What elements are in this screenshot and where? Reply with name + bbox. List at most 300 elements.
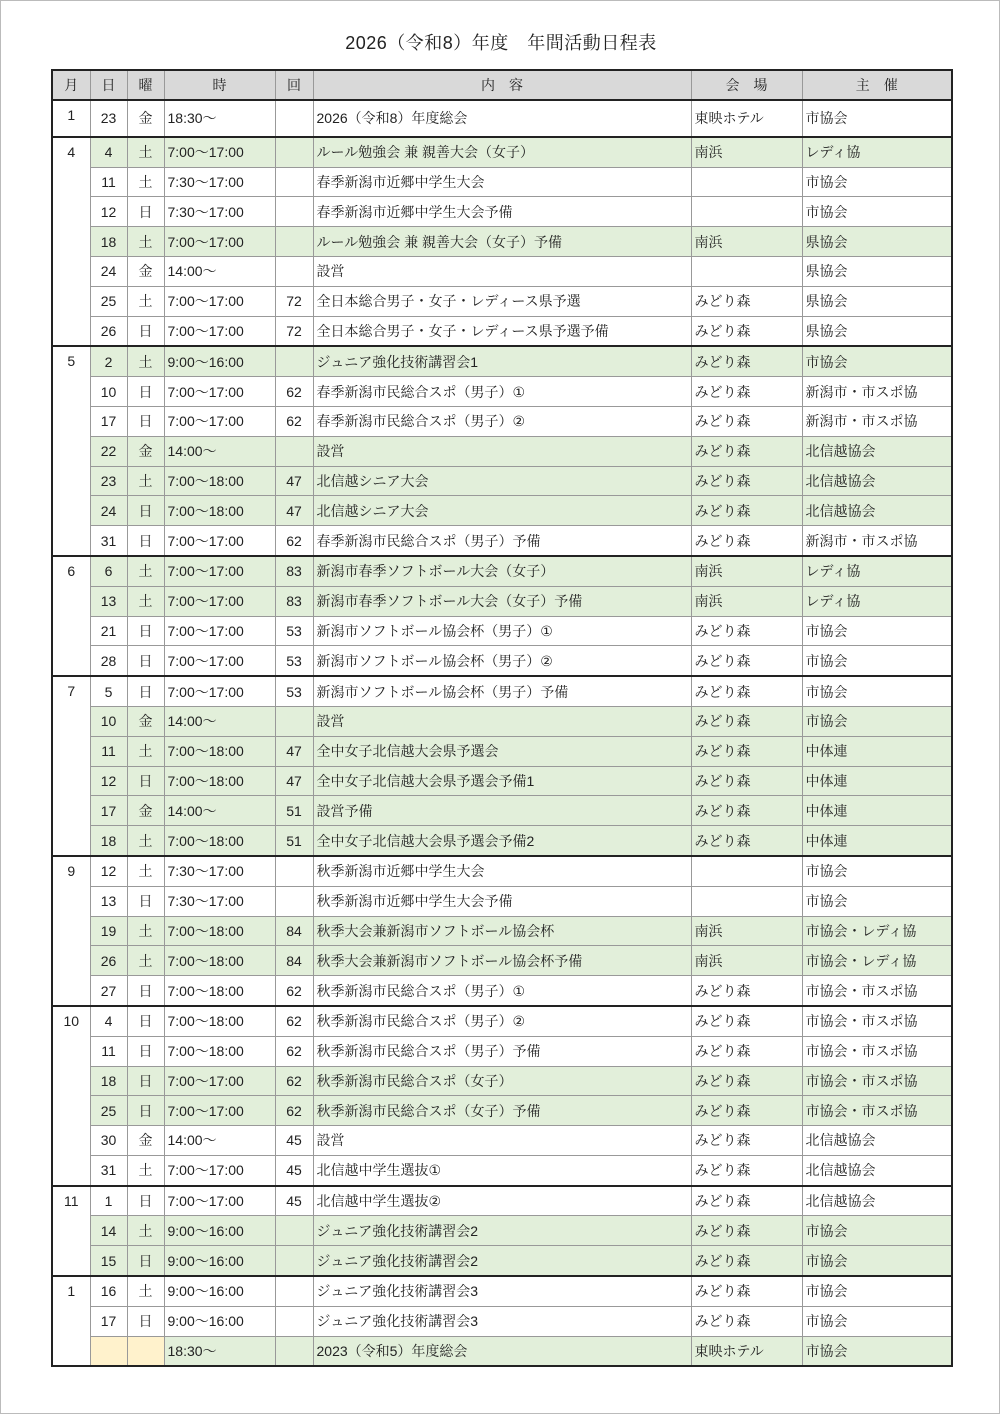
content-cell: 設営	[313, 1126, 691, 1156]
time-cell: 7:00～17:00	[164, 676, 275, 706]
time-cell: 7:00～17:00	[164, 586, 275, 616]
round-cell	[275, 197, 313, 227]
venue-cell: 南浜	[691, 916, 802, 946]
round-cell	[275, 1306, 313, 1336]
host-cell: 市協会	[802, 616, 952, 646]
venue-cell: みどり森	[691, 1246, 802, 1276]
day-cell: 17	[90, 1306, 127, 1336]
weekday-cell: 日	[127, 1066, 164, 1096]
venue-cell	[691, 167, 802, 197]
venue-cell: みどり森	[691, 826, 802, 856]
day-cell: 10	[90, 706, 127, 736]
venue-cell: みどり森	[691, 766, 802, 796]
time-cell: 7:30～17:00	[164, 197, 275, 227]
venue-cell: みどり森	[691, 646, 802, 676]
venue-cell	[691, 197, 802, 227]
venue-cell: みどり森	[691, 526, 802, 556]
table-row	[52, 946, 952, 976]
weekday-cell: 日	[127, 676, 164, 706]
host-cell: 市協会・市スポ協	[802, 1096, 952, 1126]
round-cell: 47	[275, 466, 313, 496]
venue-cell	[691, 256, 802, 286]
round-cell: 62	[275, 526, 313, 556]
content-cell: 設営	[313, 436, 691, 466]
content-cell: ルール勉強会 兼 親善大会（女子）予備	[313, 227, 691, 257]
time-cell: 7:00～17:00	[164, 1155, 275, 1185]
host-cell: 県協会	[802, 256, 952, 286]
weekday-cell: 金	[127, 100, 164, 137]
table-row	[52, 1306, 952, 1336]
time-cell: 7:00～17:00	[164, 1066, 275, 1096]
weekday-cell: 金	[127, 706, 164, 736]
table-row	[52, 1096, 952, 1126]
weekday-cell: 土	[127, 826, 164, 856]
host-cell: 市協会	[802, 856, 952, 886]
host-cell: 県協会	[802, 316, 952, 346]
day-cell: 15	[90, 1246, 127, 1276]
venue-cell: みどり森	[691, 1066, 802, 1096]
time-cell: 7:00～18:00	[164, 736, 275, 766]
content-cell: 春季新潟市民総合スポ（男子）①	[313, 377, 691, 407]
host-cell: レディ協	[802, 137, 952, 167]
venue-cell: みどり森	[691, 706, 802, 736]
round-cell: 51	[275, 796, 313, 826]
weekday-cell: 日	[127, 1006, 164, 1036]
host-cell: 市協会・市スポ協	[802, 1006, 952, 1036]
month-cell: 1	[52, 1276, 90, 1366]
venue-cell: 南浜	[691, 946, 802, 976]
content-cell: 全中女子北信越大会県予選会予備1	[313, 766, 691, 796]
weekday-cell: 土	[127, 916, 164, 946]
content-cell: 秋季新潟市民総合スポ（女子）	[313, 1066, 691, 1096]
host-cell: 市協会・市スポ協	[802, 1066, 952, 1096]
content-cell: 新潟市ソフトボール協会杯（男子）②	[313, 646, 691, 676]
day-cell: 21	[90, 616, 127, 646]
venue-cell: みどり森	[691, 1186, 802, 1216]
weekday-cell: 金	[127, 256, 164, 286]
host-cell: 市協会	[802, 1276, 952, 1306]
weekday-cell: 土	[127, 167, 164, 197]
host-cell: 市協会・レディ協	[802, 946, 952, 976]
content-cell: ジュニア強化技術講習会2	[313, 1216, 691, 1246]
table-row	[52, 377, 952, 407]
day-cell: 18	[90, 227, 127, 257]
time-cell: 7:00～17:00	[164, 646, 275, 676]
content-cell: 秋季新潟市民総合スポ（男子）②	[313, 1006, 691, 1036]
day-cell: 28	[90, 646, 127, 676]
content-cell: 秋季新潟市民総合スポ（男子）①	[313, 976, 691, 1006]
round-cell	[275, 886, 313, 916]
content-cell: 春季新潟市民総合スポ（男子）②	[313, 406, 691, 436]
day-cell: 12	[90, 197, 127, 227]
host-cell: 県協会	[802, 286, 952, 316]
content-cell: 春季新潟市民総合スポ（男子）予備	[313, 526, 691, 556]
weekday-cell: 日	[127, 1186, 164, 1216]
round-cell: 62	[275, 406, 313, 436]
content-cell: 全中女子北信越大会県予選会予備2	[313, 826, 691, 856]
weekday-cell: 土	[127, 586, 164, 616]
round-cell: 62	[275, 1096, 313, 1126]
day-cell: 23	[90, 100, 127, 137]
host-cell: 市協会・レディ協	[802, 916, 952, 946]
day-cell	[90, 1336, 127, 1366]
table-row	[52, 736, 952, 766]
host-cell: 市協会	[802, 646, 952, 676]
host-cell: 北信越協会	[802, 1155, 952, 1185]
host-cell: 北信越協会	[802, 1126, 952, 1156]
venue-cell: みどり森	[691, 1306, 802, 1336]
weekday-cell: 土	[127, 1216, 164, 1246]
venue-cell: 南浜	[691, 227, 802, 257]
content-cell: 設営予備	[313, 796, 691, 826]
month-cell: 9	[52, 856, 90, 1006]
host-cell: 市協会・市スポ協	[802, 976, 952, 1006]
time-cell: 7:00～18:00	[164, 1006, 275, 1036]
host-cell: 北信越協会	[802, 1186, 952, 1216]
day-cell: 22	[90, 436, 127, 466]
content-cell: 春季新潟市近郷中学生大会予備	[313, 197, 691, 227]
round-cell: 72	[275, 316, 313, 346]
day-cell: 30	[90, 1126, 127, 1156]
weekday-cell: 日	[127, 886, 164, 916]
table-row	[52, 706, 952, 736]
round-cell	[275, 1336, 313, 1366]
venue-cell: みどり森	[691, 406, 802, 436]
venue-cell: みどり森	[691, 316, 802, 346]
host-cell: 県協会	[802, 227, 952, 257]
weekday-cell: 日	[127, 1246, 164, 1276]
time-cell: 7:00～17:00	[164, 616, 275, 646]
header-time: 時	[164, 70, 275, 100]
content-cell: ジュニア強化技術講習会2	[313, 1246, 691, 1276]
round-cell: 47	[275, 736, 313, 766]
weekday-cell: 土	[127, 946, 164, 976]
time-cell: 7:00～18:00	[164, 766, 275, 796]
venue-cell: みどり森	[691, 436, 802, 466]
round-cell: 45	[275, 1186, 313, 1216]
table-row	[52, 586, 952, 616]
weekday-cell: 日	[127, 316, 164, 346]
round-cell: 47	[275, 496, 313, 526]
weekday-cell: 土	[127, 466, 164, 496]
weekday-cell	[127, 1336, 164, 1366]
venue-cell: みどり森	[691, 676, 802, 706]
weekday-cell: 日	[127, 197, 164, 227]
content-cell: 北信越シニア大会	[313, 496, 691, 526]
time-cell: 7:00～17:00	[164, 1186, 275, 1216]
content-cell: 新潟市ソフトボール協会杯（男子）①	[313, 616, 691, 646]
weekday-cell: 日	[127, 1096, 164, 1126]
content-cell: 北信越中学生選抜②	[313, 1186, 691, 1216]
venue-cell: 東映ホテル	[691, 1336, 802, 1366]
time-cell: 7:00～17:00	[164, 526, 275, 556]
time-cell: 7:00～17:00	[164, 1096, 275, 1126]
day-cell: 1	[90, 1186, 127, 1216]
host-cell: レディ協	[802, 586, 952, 616]
day-cell: 31	[90, 1155, 127, 1185]
venue-cell: 南浜	[691, 137, 802, 167]
round-cell: 62	[275, 377, 313, 407]
table-row	[52, 796, 952, 826]
time-cell: 18:30～	[164, 100, 275, 137]
round-cell	[275, 346, 313, 376]
venue-cell: みどり森	[691, 1006, 802, 1036]
day-cell: 17	[90, 406, 127, 436]
round-cell	[275, 1276, 313, 1306]
time-cell: 9:00～16:00	[164, 346, 275, 376]
round-cell: 45	[275, 1126, 313, 1156]
round-cell	[275, 167, 313, 197]
table-row	[52, 616, 952, 646]
venue-cell: 東映ホテル	[691, 100, 802, 137]
time-cell: 7:00～18:00	[164, 1036, 275, 1066]
content-cell: 新潟市ソフトボール協会杯（男子）予備	[313, 676, 691, 706]
table-row	[52, 1155, 952, 1185]
venue-cell: みどり森	[691, 1096, 802, 1126]
day-cell: 27	[90, 976, 127, 1006]
weekday-cell: 土	[127, 227, 164, 257]
venue-cell	[691, 856, 802, 886]
venue-cell: みどり森	[691, 736, 802, 766]
weekday-cell: 日	[127, 377, 164, 407]
host-cell: 新潟市・市スポ協	[802, 526, 952, 556]
header-venue: 会 場	[691, 70, 802, 100]
time-cell: 7:30～17:00	[164, 167, 275, 197]
venue-cell: みどり森	[691, 346, 802, 376]
table-row	[52, 1006, 952, 1036]
table-row	[52, 856, 952, 886]
weekday-cell: 土	[127, 346, 164, 376]
day-cell: 13	[90, 586, 127, 616]
weekday-cell: 日	[127, 1306, 164, 1336]
content-cell: 秋季新潟市民総合スポ（女子）予備	[313, 1096, 691, 1126]
venue-cell: みどり森	[691, 1155, 802, 1185]
table-row	[52, 227, 952, 257]
venue-cell	[691, 886, 802, 916]
content-cell: 全中女子北信越大会県予選会	[313, 736, 691, 766]
host-cell: 市協会	[802, 1306, 952, 1336]
weekday-cell: 日	[127, 646, 164, 676]
day-cell: 10	[90, 377, 127, 407]
weekday-cell: 土	[127, 736, 164, 766]
table-row	[52, 466, 952, 496]
day-cell: 2	[90, 346, 127, 376]
round-cell: 53	[275, 616, 313, 646]
time-cell: 9:00～16:00	[164, 1306, 275, 1336]
round-cell	[275, 436, 313, 466]
round-cell	[275, 227, 313, 257]
round-cell	[275, 100, 313, 137]
venue-cell: みどり森	[691, 1276, 802, 1306]
weekday-cell: 金	[127, 796, 164, 826]
content-cell: 設営	[313, 256, 691, 286]
host-cell: レディ協	[802, 556, 952, 586]
venue-cell: みどり森	[691, 1126, 802, 1156]
host-cell: 市協会	[802, 167, 952, 197]
round-cell: 62	[275, 1036, 313, 1066]
day-cell: 17	[90, 796, 127, 826]
round-cell	[275, 1246, 313, 1276]
weekday-cell: 日	[127, 1036, 164, 1066]
header-round: 回	[275, 70, 313, 100]
time-cell: 7:30～17:00	[164, 886, 275, 916]
weekday-cell: 土	[127, 856, 164, 886]
round-cell	[275, 706, 313, 736]
host-cell: 市協会・市スポ協	[802, 1036, 952, 1066]
content-cell: 秋季新潟市近郷中学生大会	[313, 856, 691, 886]
time-cell: 7:00～17:00	[164, 556, 275, 586]
day-cell: 31	[90, 526, 127, 556]
host-cell: 新潟市・市スポ協	[802, 377, 952, 407]
content-cell: ジュニア強化技術講習会3	[313, 1306, 691, 1336]
day-cell: 5	[90, 676, 127, 706]
content-cell: 2026（令和8）年度総会	[313, 100, 691, 137]
day-cell: 12	[90, 766, 127, 796]
venue-cell: 南浜	[691, 556, 802, 586]
venue-cell: みどり森	[691, 1036, 802, 1066]
month-cell: 1	[52, 100, 90, 137]
table-row	[52, 167, 952, 197]
month-cell: 7	[52, 676, 90, 856]
schedule-body	[52, 100, 952, 1366]
time-cell: 14:00～	[164, 436, 275, 466]
table-row	[52, 1066, 952, 1096]
content-cell: 設営	[313, 706, 691, 736]
weekday-cell: 日	[127, 616, 164, 646]
table-row	[52, 1186, 952, 1216]
table-row	[52, 526, 952, 556]
venue-cell: みどり森	[691, 796, 802, 826]
table-row	[52, 100, 952, 137]
host-cell: 北信越協会	[802, 466, 952, 496]
time-cell: 9:00～16:00	[164, 1276, 275, 1306]
content-cell: 春季新潟市近郷中学生大会	[313, 167, 691, 197]
venue-cell: みどり森	[691, 496, 802, 526]
round-cell: 51	[275, 826, 313, 856]
content-cell: 新潟市春季ソフトボール大会（女子）予備	[313, 586, 691, 616]
day-cell: 26	[90, 946, 127, 976]
host-cell: 市協会	[802, 197, 952, 227]
day-cell: 18	[90, 826, 127, 856]
weekday-cell: 日	[127, 976, 164, 1006]
venue-cell: みどり森	[691, 286, 802, 316]
round-cell: 72	[275, 286, 313, 316]
time-cell: 14:00～	[164, 706, 275, 736]
time-cell: 7:00～17:00	[164, 227, 275, 257]
host-cell: 中体連	[802, 736, 952, 766]
content-cell: 秋季大会兼新潟市ソフトボール協会杯	[313, 916, 691, 946]
venue-cell: みどり森	[691, 1216, 802, 1246]
weekday-cell: 日	[127, 526, 164, 556]
content-cell: 秋季大会兼新潟市ソフトボール協会杯予備	[313, 946, 691, 976]
time-cell: 14:00～	[164, 256, 275, 286]
host-cell: 中体連	[802, 826, 952, 856]
table-row	[52, 676, 952, 706]
round-cell: 62	[275, 1066, 313, 1096]
round-cell	[275, 856, 313, 886]
round-cell: 47	[275, 766, 313, 796]
day-cell: 6	[90, 556, 127, 586]
day-cell: 26	[90, 316, 127, 346]
table-row	[52, 1336, 952, 1366]
content-cell: ジュニア強化技術講習会1	[313, 346, 691, 376]
weekday-cell: 土	[127, 137, 164, 167]
table-row	[52, 496, 952, 526]
month-cell: 6	[52, 556, 90, 676]
round-cell: 53	[275, 676, 313, 706]
month-cell: 10	[52, 1006, 90, 1186]
header-month: 月	[52, 70, 90, 100]
time-cell: 7:00～17:00	[164, 137, 275, 167]
table-row	[52, 1246, 952, 1276]
time-cell: 7:00～18:00	[164, 496, 275, 526]
header-day: 日	[90, 70, 127, 100]
day-cell: 25	[90, 1096, 127, 1126]
content-cell: 秋季新潟市民総合スポ（男子）予備	[313, 1036, 691, 1066]
header-row	[52, 70, 952, 100]
venue-cell: 南浜	[691, 586, 802, 616]
table-row	[52, 286, 952, 316]
day-cell: 18	[90, 1066, 127, 1096]
round-cell: 62	[275, 1006, 313, 1036]
day-cell: 13	[90, 886, 127, 916]
content-cell: 全日本総合男子・女子・レディース県予選	[313, 286, 691, 316]
content-cell: 北信越シニア大会	[313, 466, 691, 496]
day-cell: 24	[90, 256, 127, 286]
table-row	[52, 346, 952, 376]
weekday-cell: 土	[127, 1155, 164, 1185]
weekday-cell: 金	[127, 436, 164, 466]
round-cell: 45	[275, 1155, 313, 1185]
content-cell: ルール勉強会 兼 親善大会（女子）	[313, 137, 691, 167]
day-cell: 23	[90, 466, 127, 496]
host-cell: 市協会	[802, 1216, 952, 1246]
time-cell: 7:00～18:00	[164, 916, 275, 946]
round-cell	[275, 137, 313, 167]
host-cell: 市協会	[802, 1336, 952, 1366]
time-cell: 7:00～17:00	[164, 286, 275, 316]
host-cell: 市協会	[802, 1246, 952, 1276]
round-cell: 62	[275, 976, 313, 1006]
page-title: 2026（令和8）年度 年間活動日程表	[345, 33, 657, 53]
time-cell: 14:00～	[164, 1126, 275, 1156]
venue-cell: みどり森	[691, 377, 802, 407]
time-cell: 18:30～	[164, 1336, 275, 1366]
weekday-cell: 土	[127, 556, 164, 586]
day-cell: 24	[90, 496, 127, 526]
day-cell: 11	[90, 167, 127, 197]
time-cell: 7:00～18:00	[164, 976, 275, 1006]
time-cell: 7:00～18:00	[164, 826, 275, 856]
weekday-cell: 日	[127, 496, 164, 526]
table-row	[52, 406, 952, 436]
time-cell: 7:00～18:00	[164, 466, 275, 496]
host-cell: 新潟市・市スポ協	[802, 406, 952, 436]
header-weekday: 曜	[127, 70, 164, 100]
venue-cell: みどり森	[691, 616, 802, 646]
table-row	[52, 436, 952, 466]
table-row	[52, 766, 952, 796]
table-row	[52, 137, 952, 167]
weekday-cell: 土	[127, 286, 164, 316]
table-row	[52, 1216, 952, 1246]
table-row	[52, 646, 952, 676]
host-cell: 市協会	[802, 706, 952, 736]
time-cell: 7:00～17:00	[164, 406, 275, 436]
table-row	[52, 1036, 952, 1066]
round-cell: 83	[275, 586, 313, 616]
day-cell: 14	[90, 1216, 127, 1246]
